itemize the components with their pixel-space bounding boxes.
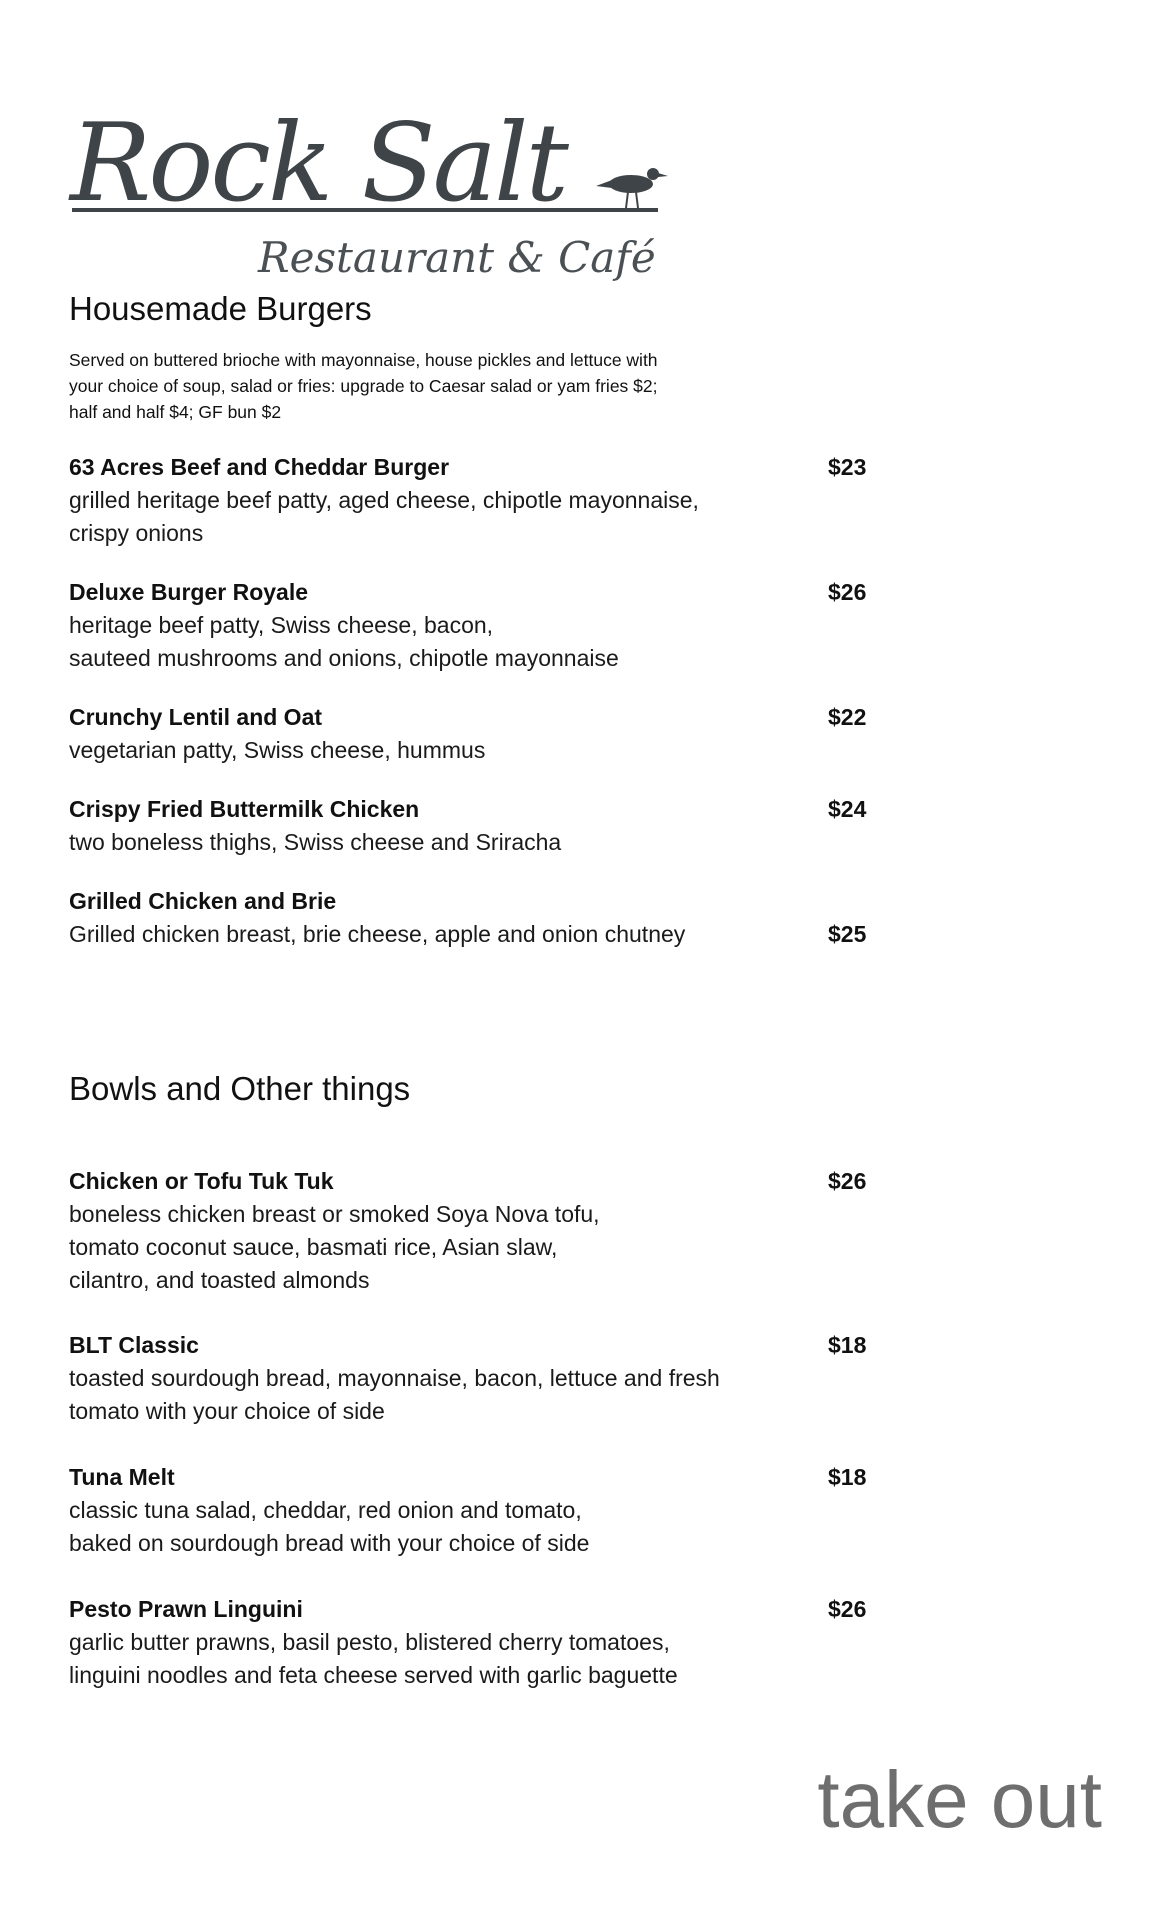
seagull-icon <box>596 168 668 208</box>
item-name: 63 Acres Beef and Cheddar Burger <box>69 454 450 480</box>
item-description: Grilled chicken breast, brie cheese, apple and onion chutney <box>69 921 686 947</box>
item-price: $22 <box>828 704 867 730</box>
menu-item <box>69 576 869 675</box>
menu-item <box>69 1593 869 1692</box>
item-name: Pesto Prawn Linguini <box>69 1596 303 1622</box>
menu-item <box>69 451 869 550</box>
menu-item <box>69 1329 869 1428</box>
item-price: $26 <box>828 1168 867 1194</box>
menu-item <box>69 1165 869 1297</box>
item-price: $26 <box>828 579 867 605</box>
burgers-section-title: Housemade Burgers <box>69 290 372 327</box>
menu-item <box>69 885 869 951</box>
take-out-label: take out <box>817 1755 1102 1844</box>
item-description: vegetarian patty, Swiss cheese, hummus <box>69 737 486 763</box>
item-description: toasted sourdough bread, mayonnaise, bacon, lettuce and fresh tomato with your choice of side <box>69 1365 720 1424</box>
item-price: $23 <box>828 454 867 480</box>
item-price: $18 <box>828 1464 867 1490</box>
item-description: two boneless thighs, Swiss cheese and Sriracha <box>69 829 562 855</box>
item-name: Tuna Melt <box>69 1464 175 1490</box>
item-name: Chicken or Tofu Tuk Tuk <box>69 1168 334 1194</box>
item-name: Crunchy Lentil and Oat <box>69 704 323 730</box>
menu-item <box>69 701 869 767</box>
logo-sub-text: Restaurant & Café <box>258 233 656 282</box>
menu-item <box>69 793 869 859</box>
item-price: $25 <box>828 921 867 947</box>
item-description: boneless chicken breast or smoked Soya Nova tofu, tomato coconut sauce, basmati rice, Asian slaw, cilantro, and toasted almonds <box>69 1201 600 1293</box>
item-price: $24 <box>828 796 867 822</box>
item-description: classic tuna salad, cheddar, red onion and tomato, baked on sourdough bread with your choice of side <box>69 1497 590 1556</box>
menu-item <box>69 1461 869 1560</box>
item-name: Deluxe Burger Royale <box>69 579 309 605</box>
item-name: Crispy Fried Buttermilk Chicken <box>69 796 420 822</box>
item-price: $26 <box>828 1596 867 1622</box>
restaurant-logo <box>68 60 668 300</box>
item-name: Grilled Chicken and Brie <box>69 888 337 914</box>
item-description: heritage beef patty, Swiss cheese, bacon, sauteed mushrooms and onions, chipotle mayonnaise <box>69 612 619 671</box>
item-price: $18 <box>828 1332 867 1358</box>
item-description: garlic butter prawns, basil pesto, blistered cherry tomatoes, linguini noodles and feta cheese served with garlic baguette <box>69 1629 678 1688</box>
item-description: grilled heritage beef patty, aged cheese, chipotle mayonnaise, crispy onions <box>69 487 699 546</box>
logo-main-text: Rock Salt <box>70 101 566 226</box>
bowls-section-title: Bowls and Other things <box>69 1070 411 1107</box>
item-name: BLT Classic <box>69 1332 199 1358</box>
burgers-intro: Served on buttered brioche with mayonnaise, house pickles and lettuce with your choice of soup, salad or fries: upgrade to Caesar salad or yam fries $2; half and half $4; GF bun $2 <box>69 350 658 422</box>
